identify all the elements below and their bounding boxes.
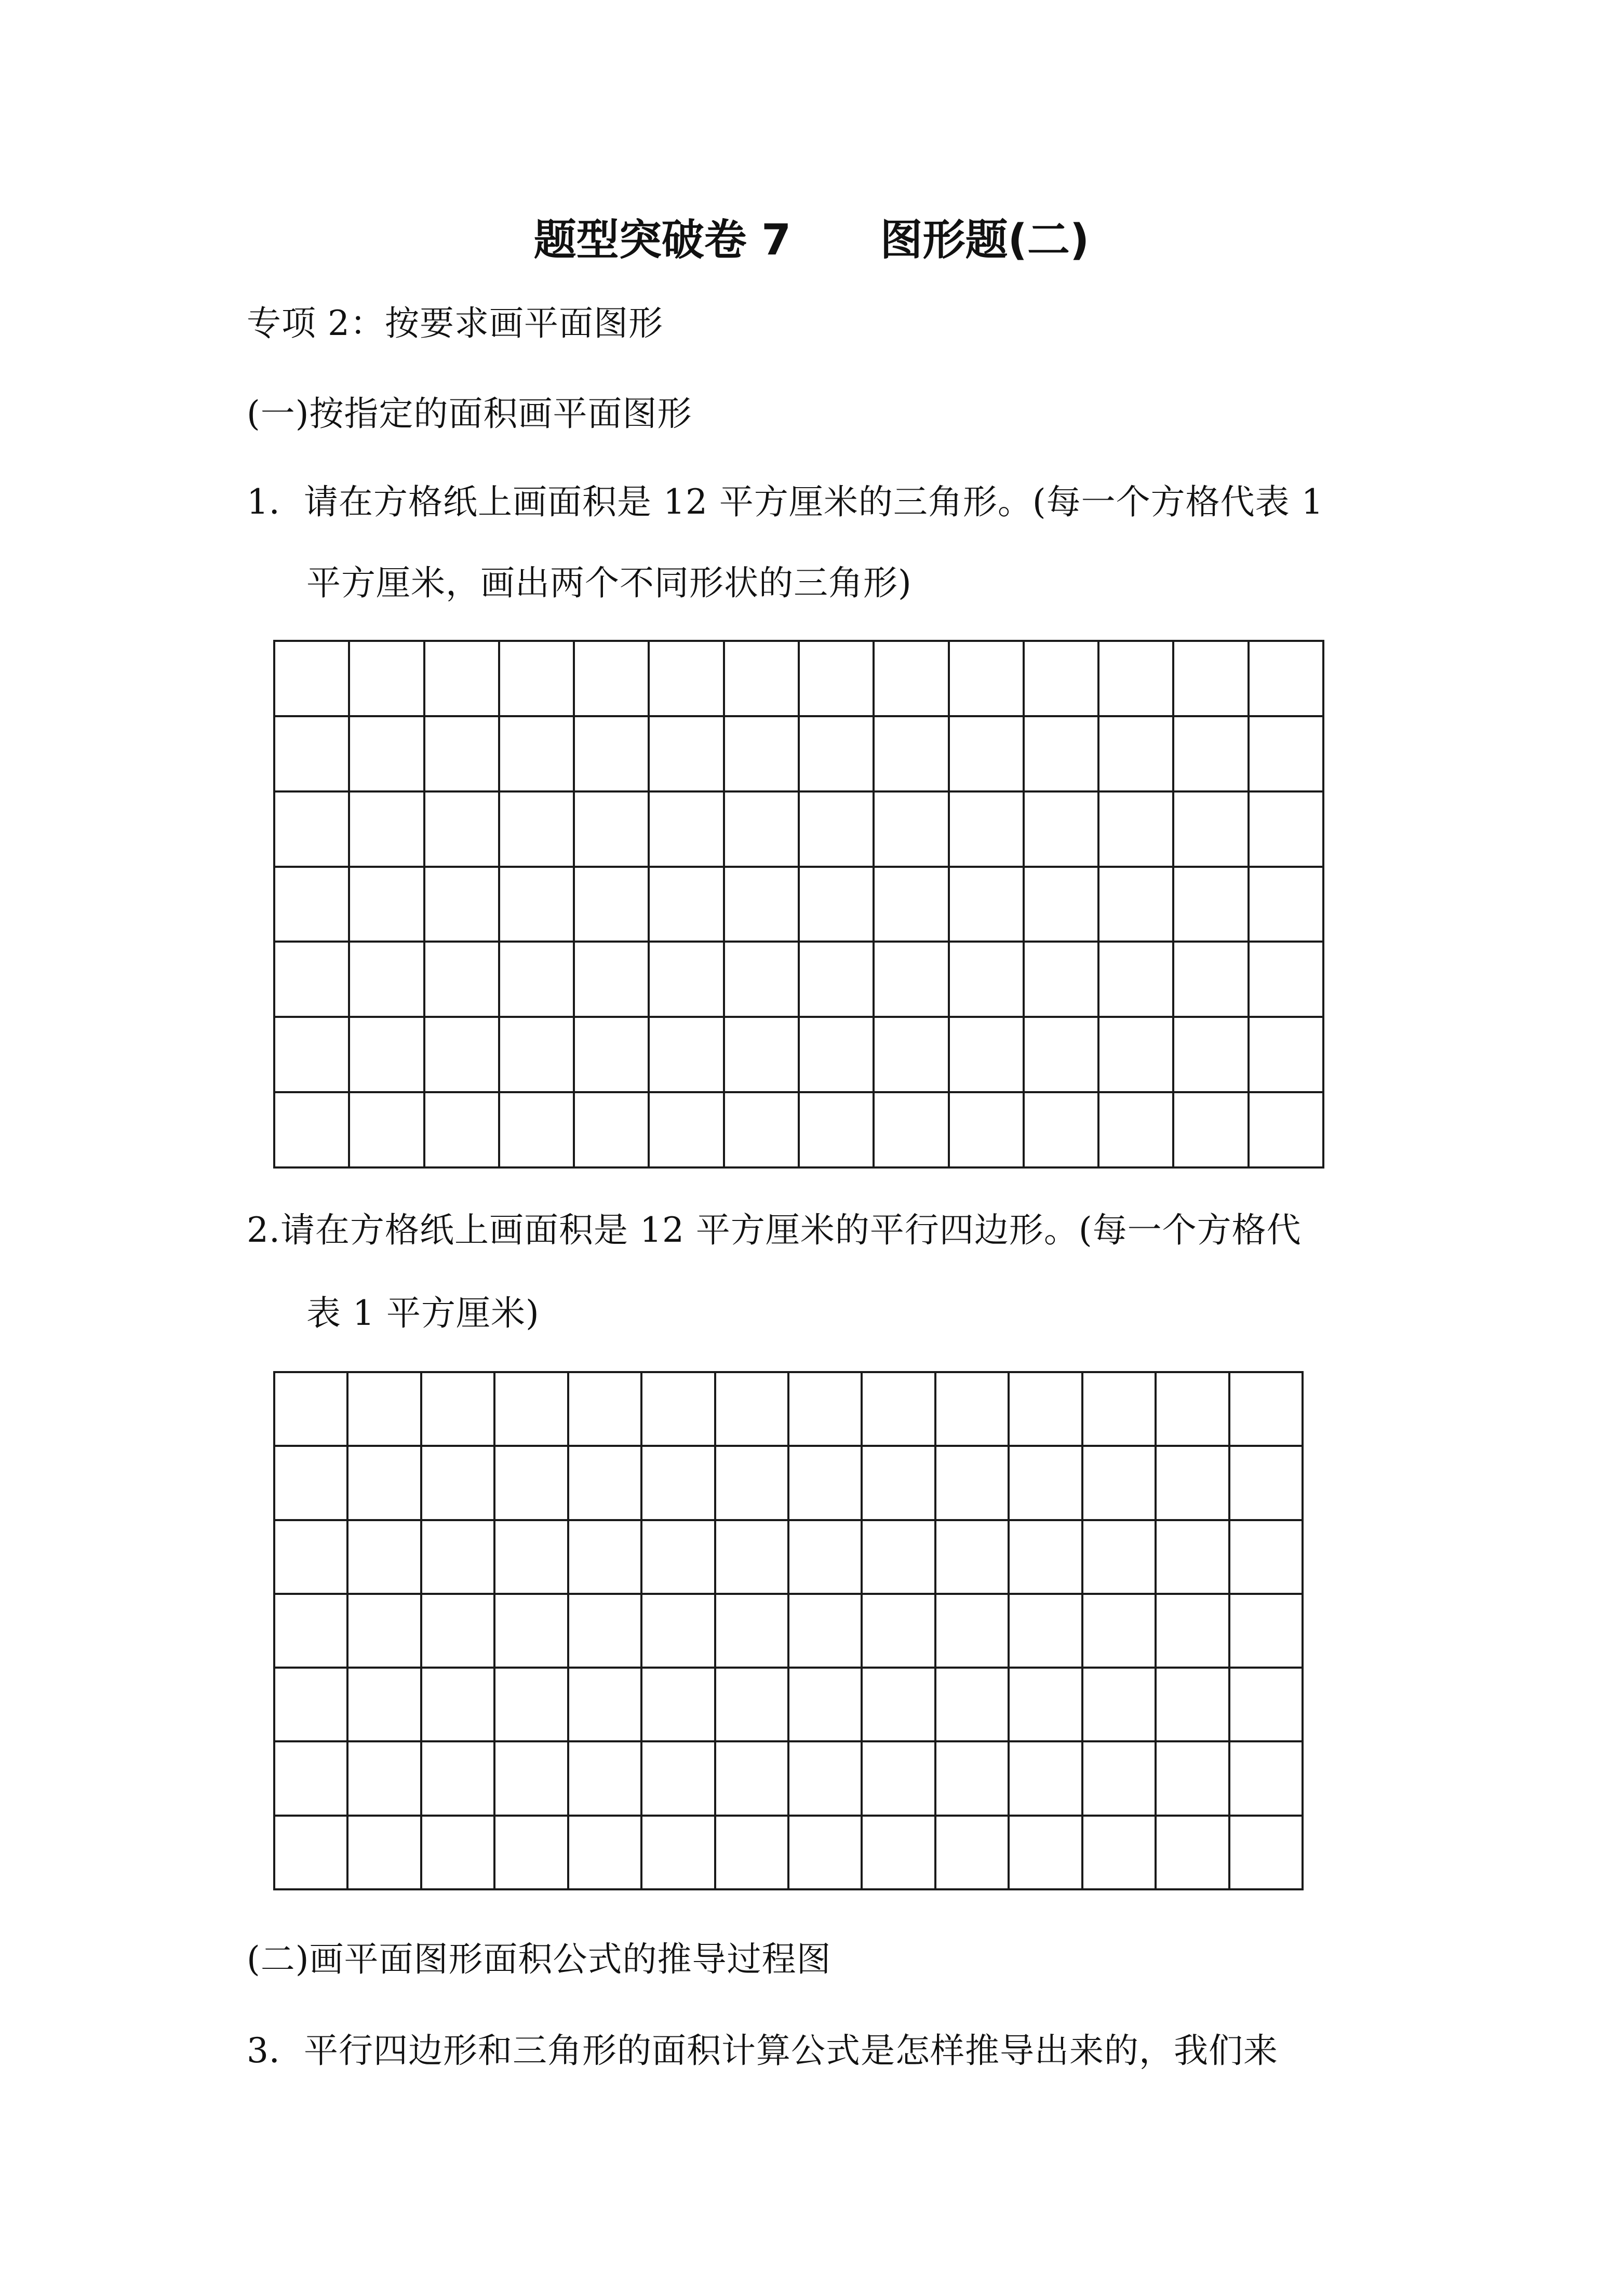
grid-cell[interactable] <box>800 1018 875 1093</box>
grid-cell[interactable] <box>1010 1595 1083 1669</box>
grid-cell[interactable] <box>1174 717 1249 793</box>
grid-cell[interactable] <box>1157 1373 1230 1447</box>
grid-cell[interactable] <box>425 868 500 943</box>
grid-cell[interactable] <box>348 1595 422 1669</box>
grid-cell[interactable] <box>495 1742 569 1816</box>
grid-cell[interactable] <box>950 793 1025 868</box>
grid-cell[interactable] <box>348 1373 422 1447</box>
grid-cell[interactable] <box>500 1018 575 1093</box>
grid-cell[interactable] <box>275 1373 348 1447</box>
grid-cell[interactable] <box>650 642 725 717</box>
grid-cell[interactable] <box>422 1595 495 1669</box>
grid-cell[interactable] <box>350 943 425 1018</box>
grid-cell[interactable] <box>650 1093 725 1169</box>
grid-cell[interactable] <box>575 642 650 717</box>
grid-cell[interactable] <box>642 1669 716 1742</box>
grid-cell[interactable] <box>422 1373 495 1447</box>
grid-cell[interactable] <box>716 1669 789 1742</box>
grid-cell[interactable] <box>875 642 949 717</box>
grid-cell[interactable] <box>350 642 425 717</box>
grid-cell[interactable] <box>936 1742 1010 1816</box>
grid-cell[interactable] <box>495 1817 569 1890</box>
grid-cell[interactable] <box>350 793 425 868</box>
grid-cell[interactable] <box>275 1018 350 1093</box>
grid-cell[interactable] <box>425 1018 500 1093</box>
grid-cell[interactable] <box>1174 642 1249 717</box>
grid-cell[interactable] <box>1250 717 1324 793</box>
grid-cell[interactable] <box>716 1447 789 1521</box>
grid-cell[interactable] <box>275 1669 348 1742</box>
grid-cell[interactable] <box>950 1018 1025 1093</box>
grid-cell[interactable] <box>863 1373 936 1447</box>
grid-cell[interactable] <box>936 1521 1010 1595</box>
grid-cell[interactable] <box>275 943 350 1018</box>
grid-cell[interactable] <box>569 1817 642 1890</box>
grid-cell[interactable] <box>500 868 575 943</box>
grid-cell[interactable] <box>500 793 575 868</box>
grid-cell[interactable] <box>1174 1018 1249 1093</box>
grid-cell[interactable] <box>425 717 500 793</box>
grid-cell[interactable] <box>1025 868 1099 943</box>
grid-cell[interactable] <box>275 1447 348 1521</box>
grid-cell[interactable] <box>1174 793 1249 868</box>
grid-cell[interactable] <box>1083 1373 1157 1447</box>
grid-cell[interactable] <box>275 1093 350 1169</box>
grid-cell[interactable] <box>422 1742 495 1816</box>
question-1-line-1: 1．请在方格纸上画面积是 12 平方厘米的三角形。(每一个方格代表 1 <box>247 482 1324 522</box>
grid-cell[interactable] <box>1083 1595 1157 1669</box>
grid-cell[interactable] <box>575 943 650 1018</box>
grid-cell[interactable] <box>425 793 500 868</box>
grid-cell[interactable] <box>875 1018 949 1093</box>
grid-cell[interactable] <box>422 1817 495 1890</box>
grid-cell[interactable] <box>1157 1521 1230 1595</box>
grid-cell[interactable] <box>875 868 949 943</box>
grid-cell[interactable] <box>348 1817 422 1890</box>
grid-cell[interactable] <box>800 717 875 793</box>
grid-cell[interactable] <box>936 1669 1010 1742</box>
grid-cell[interactable] <box>1230 1669 1304 1742</box>
grid-cell[interactable] <box>800 943 875 1018</box>
grid-cell[interactable] <box>936 1817 1010 1890</box>
grid-cell[interactable] <box>569 1669 642 1742</box>
grid-cell[interactable] <box>569 1742 642 1816</box>
grid-cell[interactable] <box>863 1521 936 1595</box>
grid-cell[interactable] <box>789 1669 863 1742</box>
grid-cell[interactable] <box>642 1521 716 1595</box>
grid-cell[interactable] <box>1099 642 1174 717</box>
grid-cell[interactable] <box>1025 1018 1099 1093</box>
grid-cell[interactable] <box>1083 1447 1157 1521</box>
grid-cell[interactable] <box>863 1817 936 1890</box>
grid-cell[interactable] <box>350 1093 425 1169</box>
grid-cell[interactable] <box>863 1669 936 1742</box>
grid-cell[interactable] <box>725 1093 800 1169</box>
grid-cell[interactable] <box>569 1521 642 1595</box>
grid-cell[interactable] <box>1010 1742 1083 1816</box>
grid-cell[interactable] <box>575 1093 650 1169</box>
grid-cell[interactable] <box>642 1742 716 1816</box>
grid-cell[interactable] <box>725 943 800 1018</box>
grid-cell[interactable] <box>1083 1669 1157 1742</box>
grid-cell[interactable] <box>275 642 350 717</box>
grid-cell[interactable] <box>725 1018 800 1093</box>
grid-cell[interactable] <box>725 642 800 717</box>
question-2-line-2: 表 1 平方厘米) <box>306 1293 540 1333</box>
grid-cell[interactable] <box>1010 1521 1083 1595</box>
grid-cell[interactable] <box>422 1669 495 1742</box>
grid-cell[interactable] <box>716 1521 789 1595</box>
grid-cell[interactable] <box>1083 1742 1157 1816</box>
grid-cell[interactable] <box>350 1018 425 1093</box>
grid-cell[interactable] <box>875 717 949 793</box>
grid-cell[interactable] <box>789 1447 863 1521</box>
grid-cell[interactable] <box>642 1595 716 1669</box>
question-3-line-1: 3．平行四边形和三角形的面积计算公式是怎样推导出来的，我们来 <box>247 2031 1278 2071</box>
grid-cell[interactable] <box>789 1521 863 1595</box>
grid-cell[interactable] <box>1025 943 1099 1018</box>
grid-cell[interactable] <box>500 642 575 717</box>
grid-cell[interactable] <box>650 868 725 943</box>
grid-cell[interactable] <box>1010 1447 1083 1521</box>
grid-cell[interactable] <box>275 793 350 868</box>
grid-cell[interactable] <box>789 1817 863 1890</box>
grid-cell[interactable] <box>495 1373 569 1447</box>
grid-cell[interactable] <box>275 1817 348 1890</box>
grid-cell[interactable] <box>950 642 1025 717</box>
grid-cell[interactable] <box>575 793 650 868</box>
grid-cell[interactable] <box>500 717 575 793</box>
grid-cell[interactable] <box>650 717 725 793</box>
grid-cell[interactable] <box>422 1447 495 1521</box>
grid-cell[interactable] <box>575 1018 650 1093</box>
grid-cell[interactable] <box>936 1373 1010 1447</box>
grid-cell[interactable] <box>642 1817 716 1890</box>
grid-cell[interactable] <box>800 1093 875 1169</box>
grid-cell[interactable] <box>1174 868 1249 943</box>
grid-cell[interactable] <box>1099 793 1174 868</box>
grid-cell[interactable] <box>863 1742 936 1816</box>
grid-cell[interactable] <box>1250 793 1324 868</box>
grid-cell[interactable] <box>650 1018 725 1093</box>
grid-cell[interactable] <box>1099 717 1174 793</box>
grid-cell[interactable] <box>348 1669 422 1742</box>
grid-cell[interactable] <box>1010 1373 1083 1447</box>
grid-cell[interactable] <box>936 1447 1010 1521</box>
grid-cell[interactable] <box>642 1447 716 1521</box>
grid-cell[interactable] <box>1025 642 1099 717</box>
grid-cell[interactable] <box>716 1373 789 1447</box>
grid-cell[interactable] <box>1230 1742 1304 1816</box>
grid-cell[interactable] <box>716 1595 789 1669</box>
grid-cell[interactable] <box>1250 1018 1324 1093</box>
grid-cell[interactable] <box>350 717 425 793</box>
grid-cell[interactable] <box>1250 1093 1324 1169</box>
grid-cell[interactable] <box>1099 1093 1174 1169</box>
grid-cell[interactable] <box>422 1521 495 1595</box>
grid-cell[interactable] <box>650 943 725 1018</box>
grid-cell[interactable] <box>1025 717 1099 793</box>
grid-cell[interactable] <box>789 1373 863 1447</box>
grid-cell[interactable] <box>569 1373 642 1447</box>
grid-cell[interactable] <box>1157 1817 1230 1890</box>
grid-cell[interactable] <box>425 1093 500 1169</box>
page-title: 题型突破卷 7 图形题(二) <box>533 216 1090 265</box>
grid-cell[interactable] <box>800 793 875 868</box>
grid-cell[interactable] <box>1010 1817 1083 1890</box>
grid-cell[interactable] <box>575 717 650 793</box>
grid-cell[interactable] <box>950 1093 1025 1169</box>
grid-cell[interactable] <box>1099 943 1174 1018</box>
grid-cell[interactable] <box>275 868 350 943</box>
grid-cell[interactable] <box>725 868 800 943</box>
grid-cell[interactable] <box>275 1595 348 1669</box>
grid-cell[interactable] <box>950 943 1025 1018</box>
grid-cell[interactable] <box>1010 1669 1083 1742</box>
grid-cell[interactable] <box>1025 1093 1099 1169</box>
grid-cell[interactable] <box>1157 1742 1230 1816</box>
grid-cell[interactable] <box>1174 1093 1249 1169</box>
grid-cell[interactable] <box>725 717 800 793</box>
grid-cell[interactable] <box>1230 1447 1304 1521</box>
part2-heading: (二)画平面图形面积公式的推导过程图 <box>247 1939 831 1979</box>
grid-cell[interactable] <box>1250 642 1324 717</box>
grid-cell[interactable] <box>1157 1595 1230 1669</box>
grid-cell[interactable] <box>789 1595 863 1669</box>
grid-cell[interactable] <box>350 868 425 943</box>
grid-cell[interactable] <box>800 642 875 717</box>
grid-cell[interactable] <box>275 1742 348 1816</box>
grid-cell[interactable] <box>863 1595 936 1669</box>
grid-cell[interactable] <box>1230 1817 1304 1890</box>
grid-cell[interactable] <box>716 1742 789 1816</box>
grid-cell[interactable] <box>1157 1447 1230 1521</box>
grid-cell[interactable] <box>1230 1521 1304 1595</box>
grid-cell[interactable] <box>875 1093 949 1169</box>
grid-cell[interactable] <box>495 1595 569 1669</box>
grid-cell[interactable] <box>500 943 575 1018</box>
answer-grid-1[interactable] <box>273 640 1324 1169</box>
grid-cell[interactable] <box>425 642 500 717</box>
grid-cell[interactable] <box>1250 868 1324 943</box>
grid-cell[interactable] <box>642 1373 716 1447</box>
grid-cell[interactable] <box>348 1742 422 1816</box>
grid-cell[interactable] <box>1230 1595 1304 1669</box>
grid-cell[interactable] <box>800 868 875 943</box>
grid-cell[interactable] <box>716 1817 789 1890</box>
grid-cell[interactable] <box>863 1447 936 1521</box>
part1-heading: (一)按指定的面积画平面图形 <box>247 394 692 434</box>
grid-cell[interactable] <box>495 1447 569 1521</box>
grid-cell[interactable] <box>569 1595 642 1669</box>
grid-cell[interactable] <box>1099 868 1174 943</box>
grid-cell[interactable] <box>1174 943 1249 1018</box>
grid-cell[interactable] <box>1083 1521 1157 1595</box>
grid-cell[interactable] <box>275 717 350 793</box>
grid-cell[interactable] <box>495 1521 569 1595</box>
grid-cell[interactable] <box>275 1521 348 1595</box>
grid-cell[interactable] <box>936 1595 1010 1669</box>
grid-cell[interactable] <box>575 868 650 943</box>
grid-cell[interactable] <box>875 793 949 868</box>
grid-cell[interactable] <box>650 793 725 868</box>
question-2-line-1: 2.请在方格纸上画面积是 12 平方厘米的平行四边形。(每一个方格代 <box>247 1210 1302 1250</box>
grid-cell[interactable] <box>425 943 500 1018</box>
grid-cell[interactable] <box>1250 943 1324 1018</box>
answer-grid-2[interactable] <box>273 1371 1304 1890</box>
grid-cell[interactable] <box>950 868 1025 943</box>
grid-cell[interactable] <box>1099 1018 1174 1093</box>
grid-cell[interactable] <box>348 1521 422 1595</box>
grid-cell[interactable] <box>725 793 800 868</box>
grid-cell[interactable] <box>789 1742 863 1816</box>
grid-cell[interactable] <box>950 717 1025 793</box>
section-heading: 专项 2：按要求画平面图形 <box>247 303 663 343</box>
grid-cell[interactable] <box>1025 793 1099 868</box>
grid-cell[interactable] <box>348 1447 422 1521</box>
question-1-line-2: 平方厘米，画出两个不同形状的三角形) <box>306 563 912 603</box>
grid-cell[interactable] <box>875 943 949 1018</box>
grid-cell[interactable] <box>1230 1373 1304 1447</box>
grid-cell[interactable] <box>569 1447 642 1521</box>
grid-cell[interactable] <box>1083 1817 1157 1890</box>
grid-cell[interactable] <box>500 1093 575 1169</box>
grid-cell[interactable] <box>1157 1669 1230 1742</box>
grid-cell[interactable] <box>495 1669 569 1742</box>
